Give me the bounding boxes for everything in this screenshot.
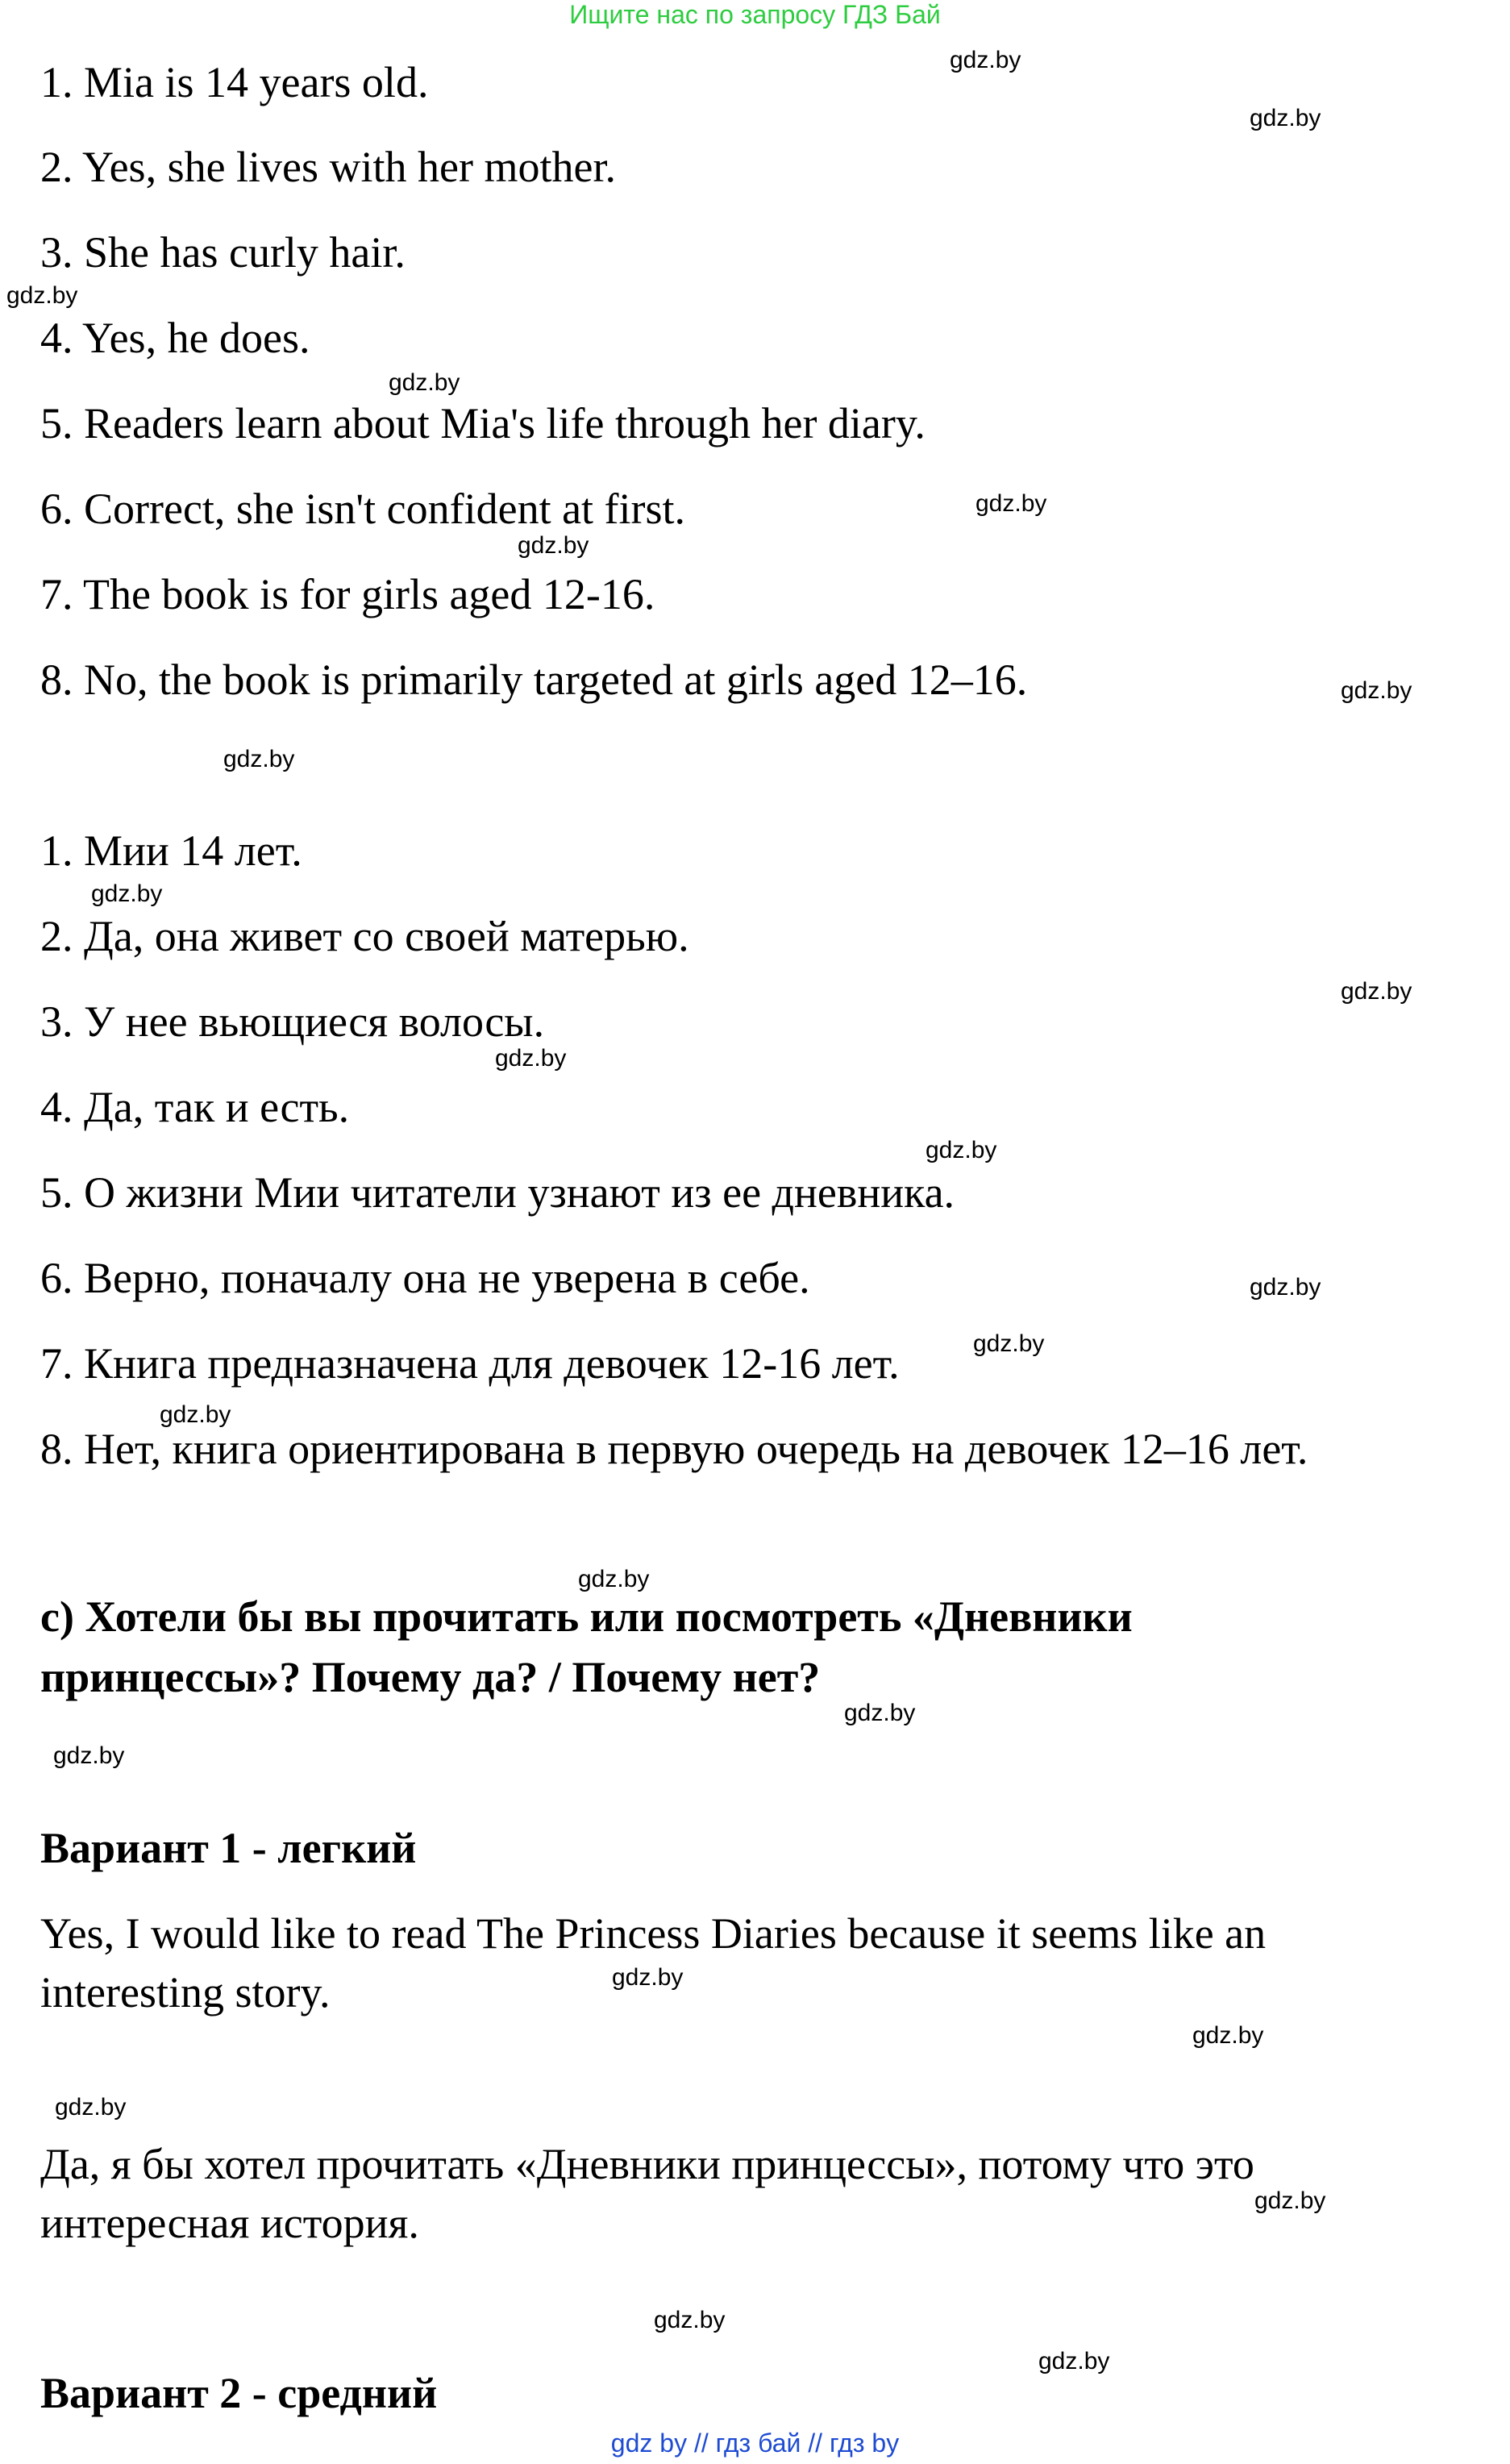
watermark: gdz.by [1038,2348,1110,2375]
answer-ru-2: 2. Да, она живет со своей матерью. [40,912,689,960]
answer-en-5: 5. Readers learn about Mia's life through her diary. [40,399,926,447]
answer-en-7: 7. The book is for girls aged 12-16. [40,570,655,618]
variant-1-en-line-1: Yes, I would like to read The Princess Diaries because it seems like an [40,1909,1267,1958]
answer-ru-4: 4. Да, так и есть. [40,1083,350,1131]
footer-links[interactable]: gdz by // гдз бай // гдз by [610,2429,900,2458]
watermark: gdz.by [844,1700,916,1726]
answer-en-8: 8. No, the book is primarily targeted at girls aged 12–16. [40,656,1028,704]
watermark: gdz.by [973,1330,1045,1357]
variant-1-title: Вариант 1 - легкий [40,1824,417,1872]
watermark: gdz.by [53,1742,125,1769]
watermark: gdz.by [950,47,1021,73]
variant-1-ru-line-1: Да, я бы хотел прочитать «Дневники принцессы», потому что это [40,2140,1254,2188]
watermark: gdz.by [223,746,295,772]
answer-en-3: 3. She has curly hair. [40,228,406,277]
watermark: gdz.by [495,1045,567,1072]
answer-en-2: 2. Yes, she lives with her mother. [40,143,616,191]
watermark: gdz.by [91,880,163,907]
watermark: gdz.by [1192,2022,1264,2049]
answer-ru-6: 6. Верно, поначалу она не уверена в себе. [40,1254,810,1302]
watermark: gdz.by [1250,1274,1321,1301]
answer-en-4: 4. Yes, he does. [40,314,310,362]
watermark: gdz.by [160,1401,231,1428]
watermark: gdz.by [1341,978,1412,1005]
answer-ru-3: 3. У нее вьющиеся волосы. [40,997,545,1046]
watermark: gdz.by [975,490,1047,517]
question-c-line-1: c) Хотели бы вы прочитать или посмотреть «Дневники [40,1592,1133,1641]
answer-ru-7: 7. Книга предназначена для девочек 12-16 лет. [40,1339,900,1388]
answer-ru-8: 8. Нет, книга ориентирована в первую очередь на девочек 12–16 лет. [40,1425,1308,1473]
answer-ru-1: 1. Мии 14 лет. [40,826,302,875]
watermark: gdz.by [55,2094,127,2121]
answer-en-1: 1. Mia is 14 years old. [40,58,429,106]
watermark: gdz.by [612,1964,684,1991]
variant-1-ru-line-2: интересная история. [40,2199,419,2247]
watermark: gdz.by [1254,2187,1326,2214]
watermark: gdz.by [389,369,460,396]
watermark: gdz.by [6,282,78,309]
variant-2-title: Вариант 2 - средний [40,2369,438,2417]
watermark: gdz.by [654,2307,726,2333]
watermark: gdz.by [1250,105,1321,131]
watermark: gdz.by [518,532,589,559]
question-c-line-2: принцессы»? Почему да? / Почему нет? [40,1653,821,1701]
header-search-link[interactable]: Ищите нас по запросу ГДЗ Бай [569,0,941,29]
watermark: gdz.by [926,1137,997,1163]
watermark: gdz.by [1341,677,1412,704]
answer-en-6: 6. Correct, she isn't confident at first. [40,485,686,533]
answer-ru-5: 5. О жизни Мии читатели узнают из ее дневника. [40,1168,955,1217]
variant-1-en-line-2: interesting story. [40,1968,331,2017]
watermark: gdz.by [578,1566,650,1592]
